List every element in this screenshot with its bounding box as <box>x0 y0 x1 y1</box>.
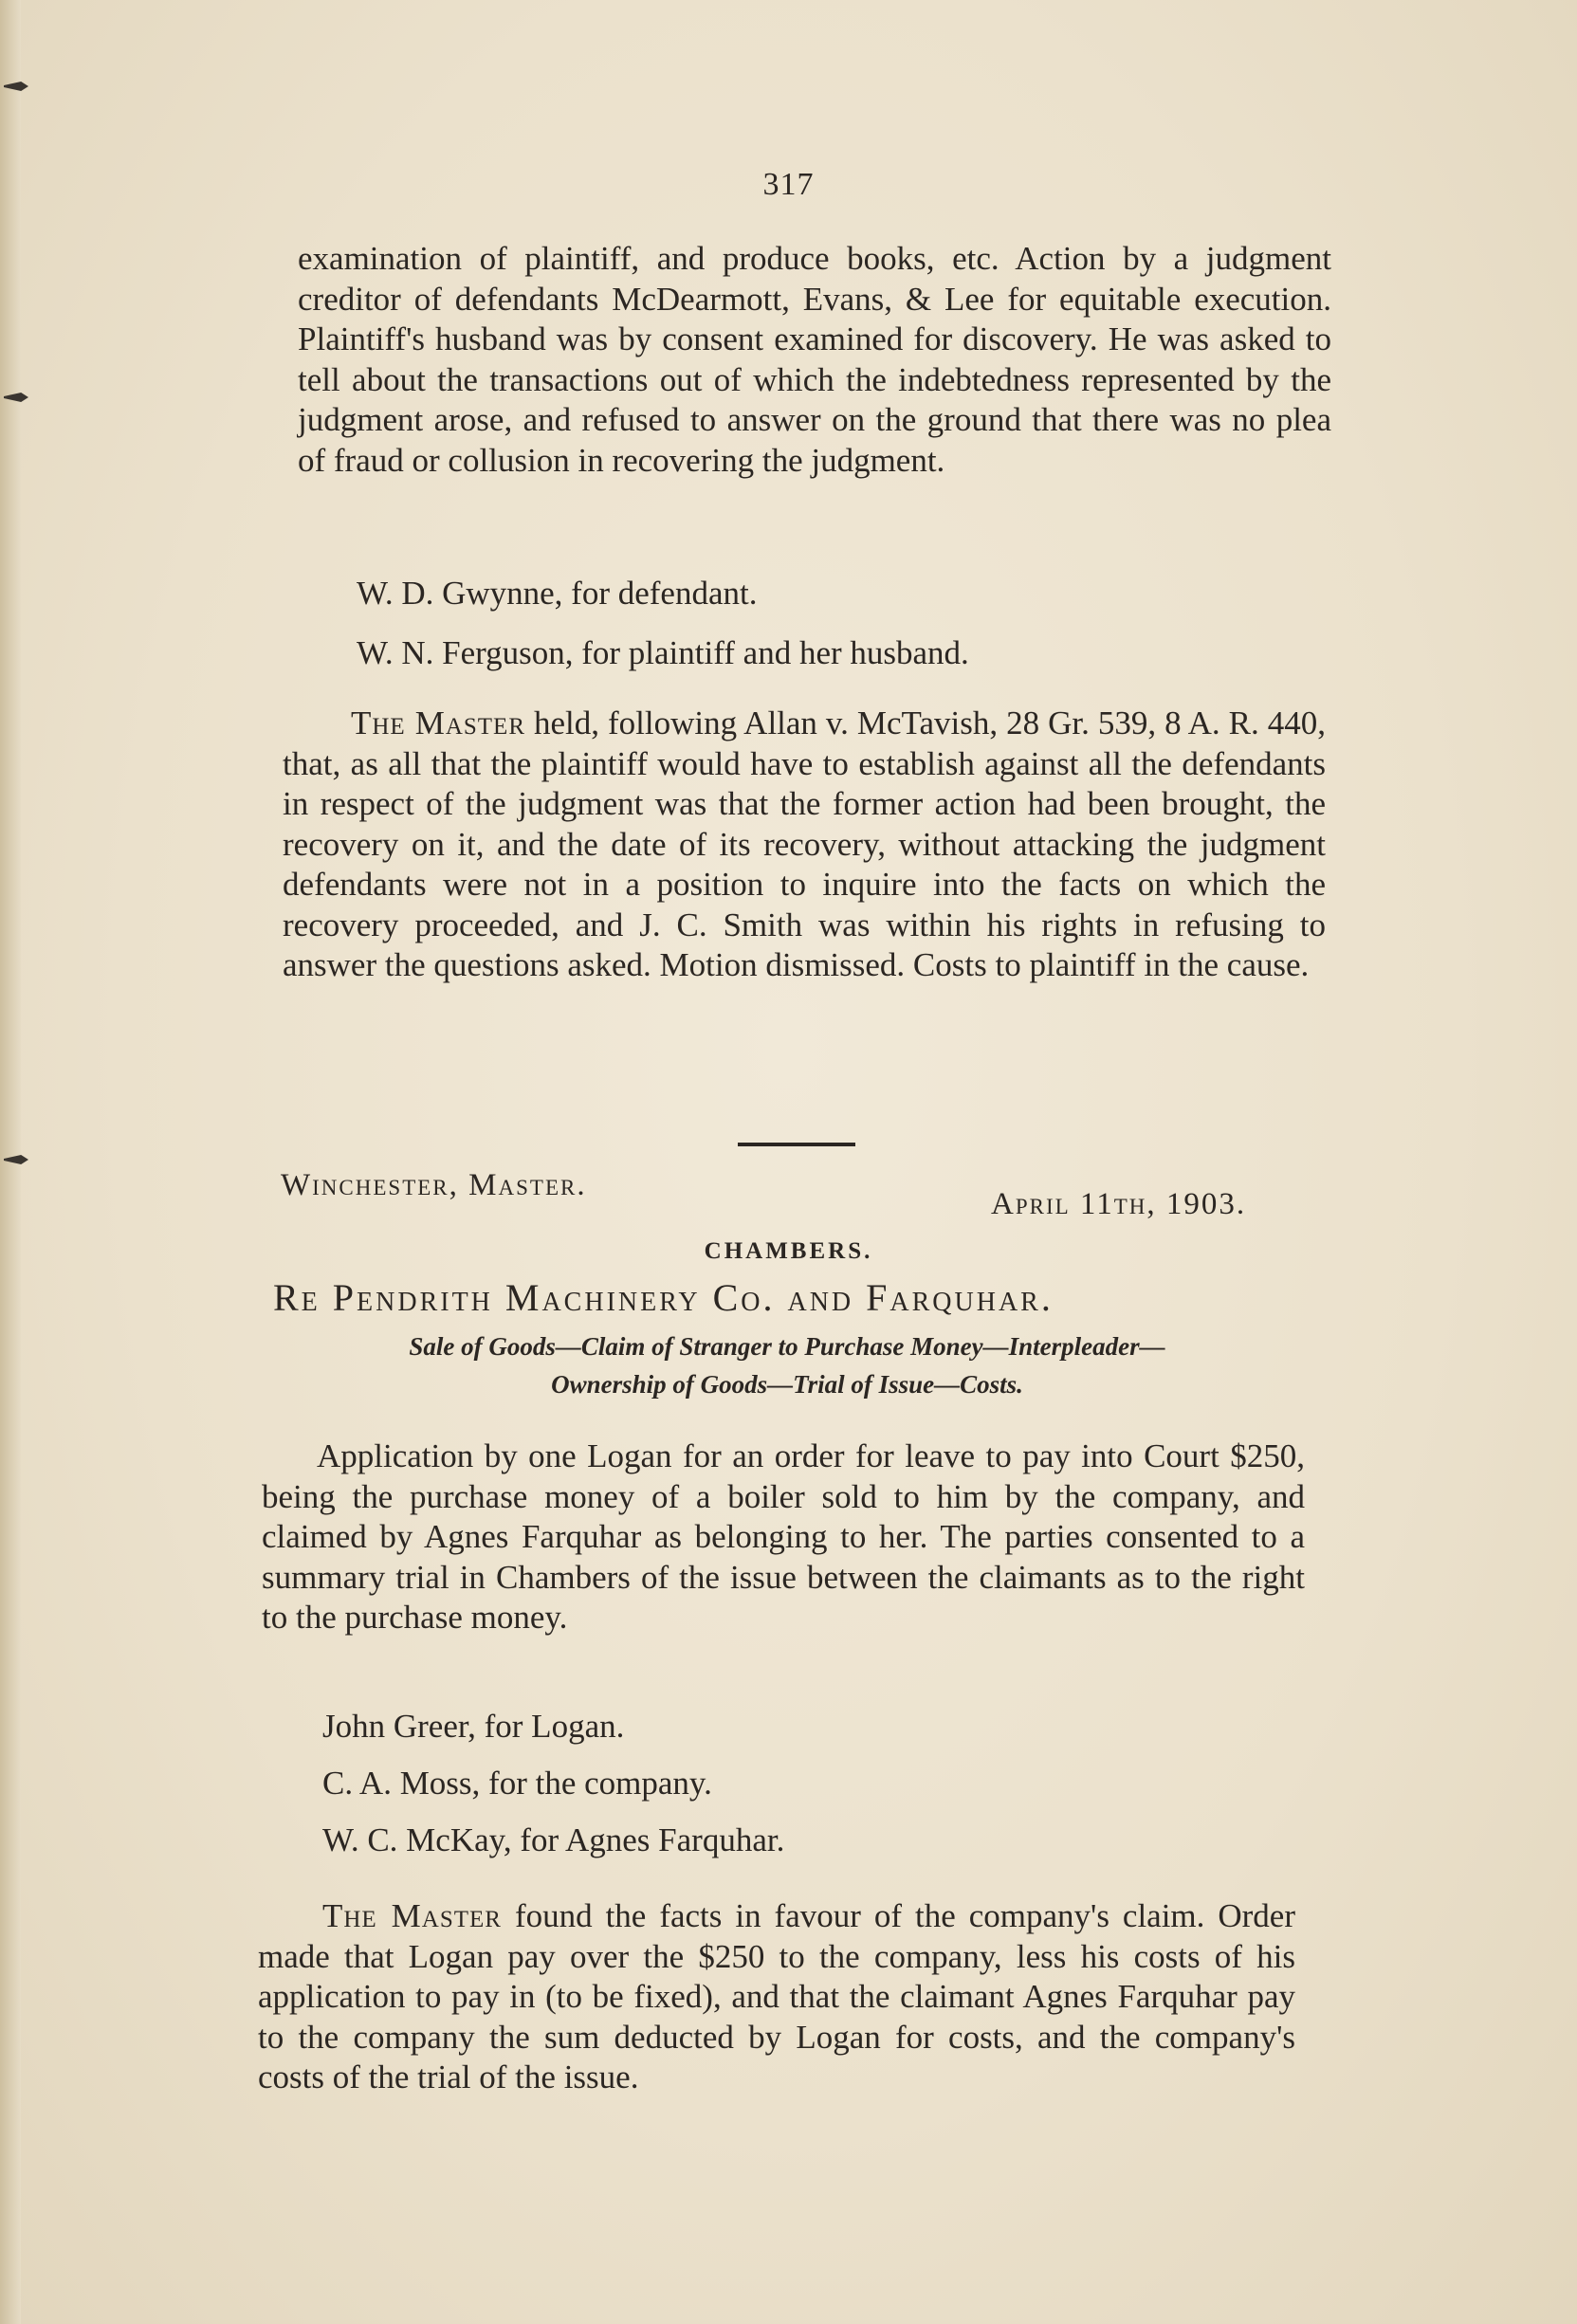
headnote-line: Sale of Goods—Claim of Stranger to Purchase Money—Interpleader— <box>409 1332 1165 1361</box>
page-number: 317 <box>762 167 815 202</box>
counsel-line: John Greer, for Logan. <box>322 1708 625 1745</box>
counsel-line: W. D. Gwynne, for defendant. <box>357 575 758 612</box>
case-headnote <box>256 1327 1318 1403</box>
counsel-line: W. N. Ferguson, for plaintiff and her husband. <box>357 634 969 671</box>
ruling-lead: The Master <box>322 1897 502 1934</box>
section-divider <box>738 1143 855 1146</box>
case-title: Re Pendrith Machinery Co. and Farquhar. <box>273 1276 1054 1319</box>
ruling-text: found the facts in favour of the company's claim. Order made that Logan pay over the $250 to the company, less his costs of his application to pay in (to be fixed), and that the claimant Agnes Farquhar pay to the company the sum deducted by Logan for costs, and the company's costs of the trial of the issue. <box>258 1897 1296 2095</box>
application-paragraph: Application by one Logan for an order for leave to pay into Court $250, being the purchase money of a boiler sold to him by the company, and claimed by Agnes Farquhar as belonging to her. The parties consented to a summary trial in Chambers of the issue between the claimants as to the right to the purchase money. <box>262 1437 1305 1636</box>
ruling-paragraph <box>258 1896 1295 2098</box>
ruling-paragraph <box>283 704 1326 986</box>
counsel-line: C. A. Moss, for the company. <box>322 1765 712 1802</box>
opening-paragraph: examination of plaintiff, and produce books, etc. Action by a judgment creditor of defendants McDearmott, Evans, & Lee for equitable execution. Plaintiff's husband was by consent examined for discovery. He was asked to tell about the transactions out of which the indebtedness represented by the judgment arose, and refused to answer on the ground that there was no plea of fraud or collusion in recovering the judgment. <box>298 240 1331 479</box>
judge-name: Winchester, Master. <box>281 1168 587 1202</box>
ruling-lead: The Master <box>351 705 525 741</box>
counsel-line: W. C. McKay, for Agnes Farquhar. <box>322 1821 785 1858</box>
venue-heading: CHAMBERS. <box>704 1238 873 1264</box>
ruling-text: held, following Allan v. McTavish, 28 Gr. 539, 8 A. R. 440, that, as all that the plaintiff would have to establish against all the defendants in respect of the judgment was that the former action had been brought, the recovery on it, and the date of its recovery, without attacking the judgment defendants were not in a position to inquire into the facts on which the recovery proceeded, and J. C. Smith was within his rights in refusing to answer the questions asked. Motion dismissed. Costs to plaintiff in the cause. <box>283 705 1327 983</box>
decision-date: April 11th, 1903. <box>991 1187 1247 1221</box>
headnote-line: Ownership of Goods—Trial of Issue—Costs. <box>551 1370 1023 1399</box>
